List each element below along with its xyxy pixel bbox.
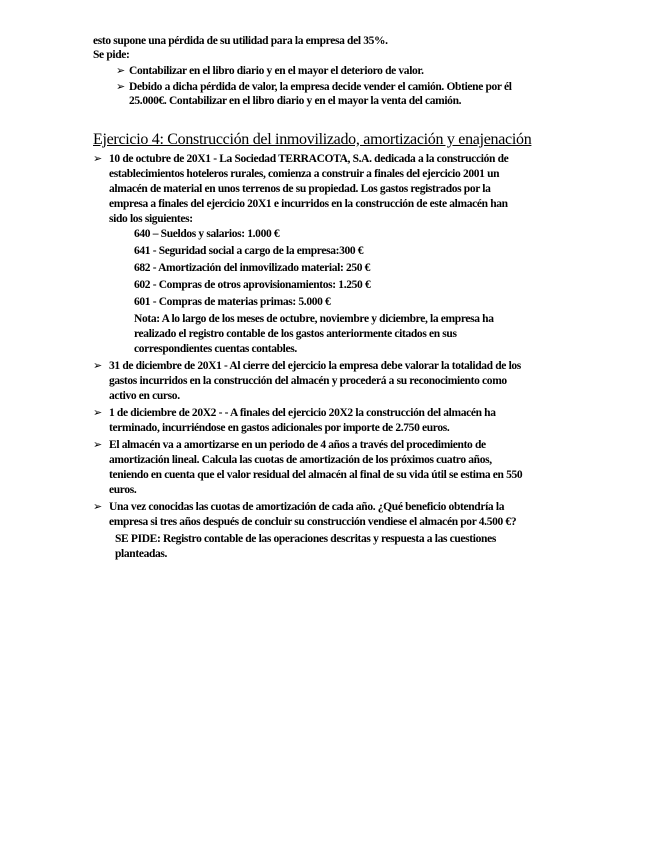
paragraph-line: establecimientos hoteleros rurales, comienza a construir a finales del ejercicio 2001 un — [109, 168, 500, 180]
intro-line: esto supone una pérdida de su utilidad para la empresa del 35%. — [93, 35, 388, 47]
paragraph-line: El almacén va a amortizarse en un periodo de 4 años a través del procedimiento de — [109, 439, 486, 451]
arrow-bullet-icon: ➢ — [93, 439, 103, 451]
arrow-bullet-icon: ➢ — [93, 153, 103, 165]
paragraph-line: euros. — [109, 484, 137, 496]
paragraph-line: 1 de diciembre de 20X2 - - A finales del ejercicio 20X2 la construcción del almacén ha — [109, 407, 496, 419]
account-item: 601 - Compras de materias primas: 5.000 € — [134, 296, 331, 308]
paragraph-line: empresa a finales del ejercicio 20X1 e incurridos en la construcción de este almacén han — [109, 198, 508, 210]
paragraph-line: sido los siguientes: — [109, 213, 193, 225]
account-item: 640 – Sueldos y salarios: 1.000 € — [134, 228, 280, 240]
note-line: Nota: A lo largo de los meses de octubre, noviembre y diciembre, la empresa ha — [134, 313, 494, 325]
account-item: 682 - Amortización del inmovilizado material: 250 € — [134, 262, 371, 274]
arrow-bullet-icon: ➢ — [116, 65, 126, 77]
paragraph-line: Una vez conocidas las cuotas de amortización de cada año. ¿Qué beneficio obtendría la — [109, 501, 505, 513]
paragraph-line: gastos incurridos en la construcción del almacén y procederá a su reconocimiento como — [109, 375, 507, 387]
paragraph-line: terminado, incurriéndose en gastos adicionales por importe de 2.750 euros. — [109, 422, 450, 434]
paragraph-line: teniendo en cuenta que el valor residual del almacén al final de su vida útil se estima en 550 — [109, 469, 523, 481]
account-item: 602 - Compras de otros aprovisionamientos: 1.250 € — [134, 279, 371, 291]
se-pide-label: Se pide: — [93, 49, 130, 61]
paragraph-line: almacén de material en unos terrenos de su propiedad. Los gastos registrados por la — [109, 183, 491, 195]
task-line: planteadas. — [115, 548, 168, 560]
bullet-text: Contabilizar en el libro diario y en el mayor el deterioro de valor. — [129, 65, 424, 77]
arrow-bullet-icon: ➢ — [93, 407, 103, 419]
bullet-text: 25.000€. Contabilizar en el libro diario y en el mayor la venta del camión. — [129, 95, 462, 107]
paragraph-line: 31 de diciembre de 20X1 - Al cierre del ejercicio la empresa debe valorar la totalidad de los — [109, 360, 521, 372]
paragraph-line: empresa si tres años después de concluir su construcción vendiese el almacén por 4.500 €? — [109, 516, 517, 528]
arrow-bullet-icon: ➢ — [93, 360, 103, 372]
paragraph-line: activo en curso. — [109, 390, 180, 402]
note-line: correspondientes cuentas contables. — [134, 343, 297, 355]
account-item: 641 - Seguridad social a cargo de la empresa:300 € — [134, 245, 364, 257]
bullet-text: Debido a dicha pérdida de valor, la empresa decide vender el camión. Obtiene por él — [129, 81, 512, 93]
task-line: SE PIDE: Registro contable de las operaciones descritas y respuesta a las cuestiones — [115, 533, 496, 545]
section-heading: Ejercicio 4: Construcción del inmovilizado, amortización y enajenación — [93, 131, 532, 148]
paragraph-line: 10 de octubre de 20X1 - La Sociedad TERRACOTA, S.A. dedicada a la construcción de — [109, 153, 509, 165]
arrow-bullet-icon: ➢ — [116, 81, 126, 93]
arrow-bullet-icon: ➢ — [93, 501, 103, 513]
paragraph-line: amortización lineal. Calcula las cuotas de amortización de los próximos cuatro años, — [109, 454, 492, 466]
note-line: realizado el registro contable de los gastos anteriormente citados en sus — [134, 328, 457, 340]
